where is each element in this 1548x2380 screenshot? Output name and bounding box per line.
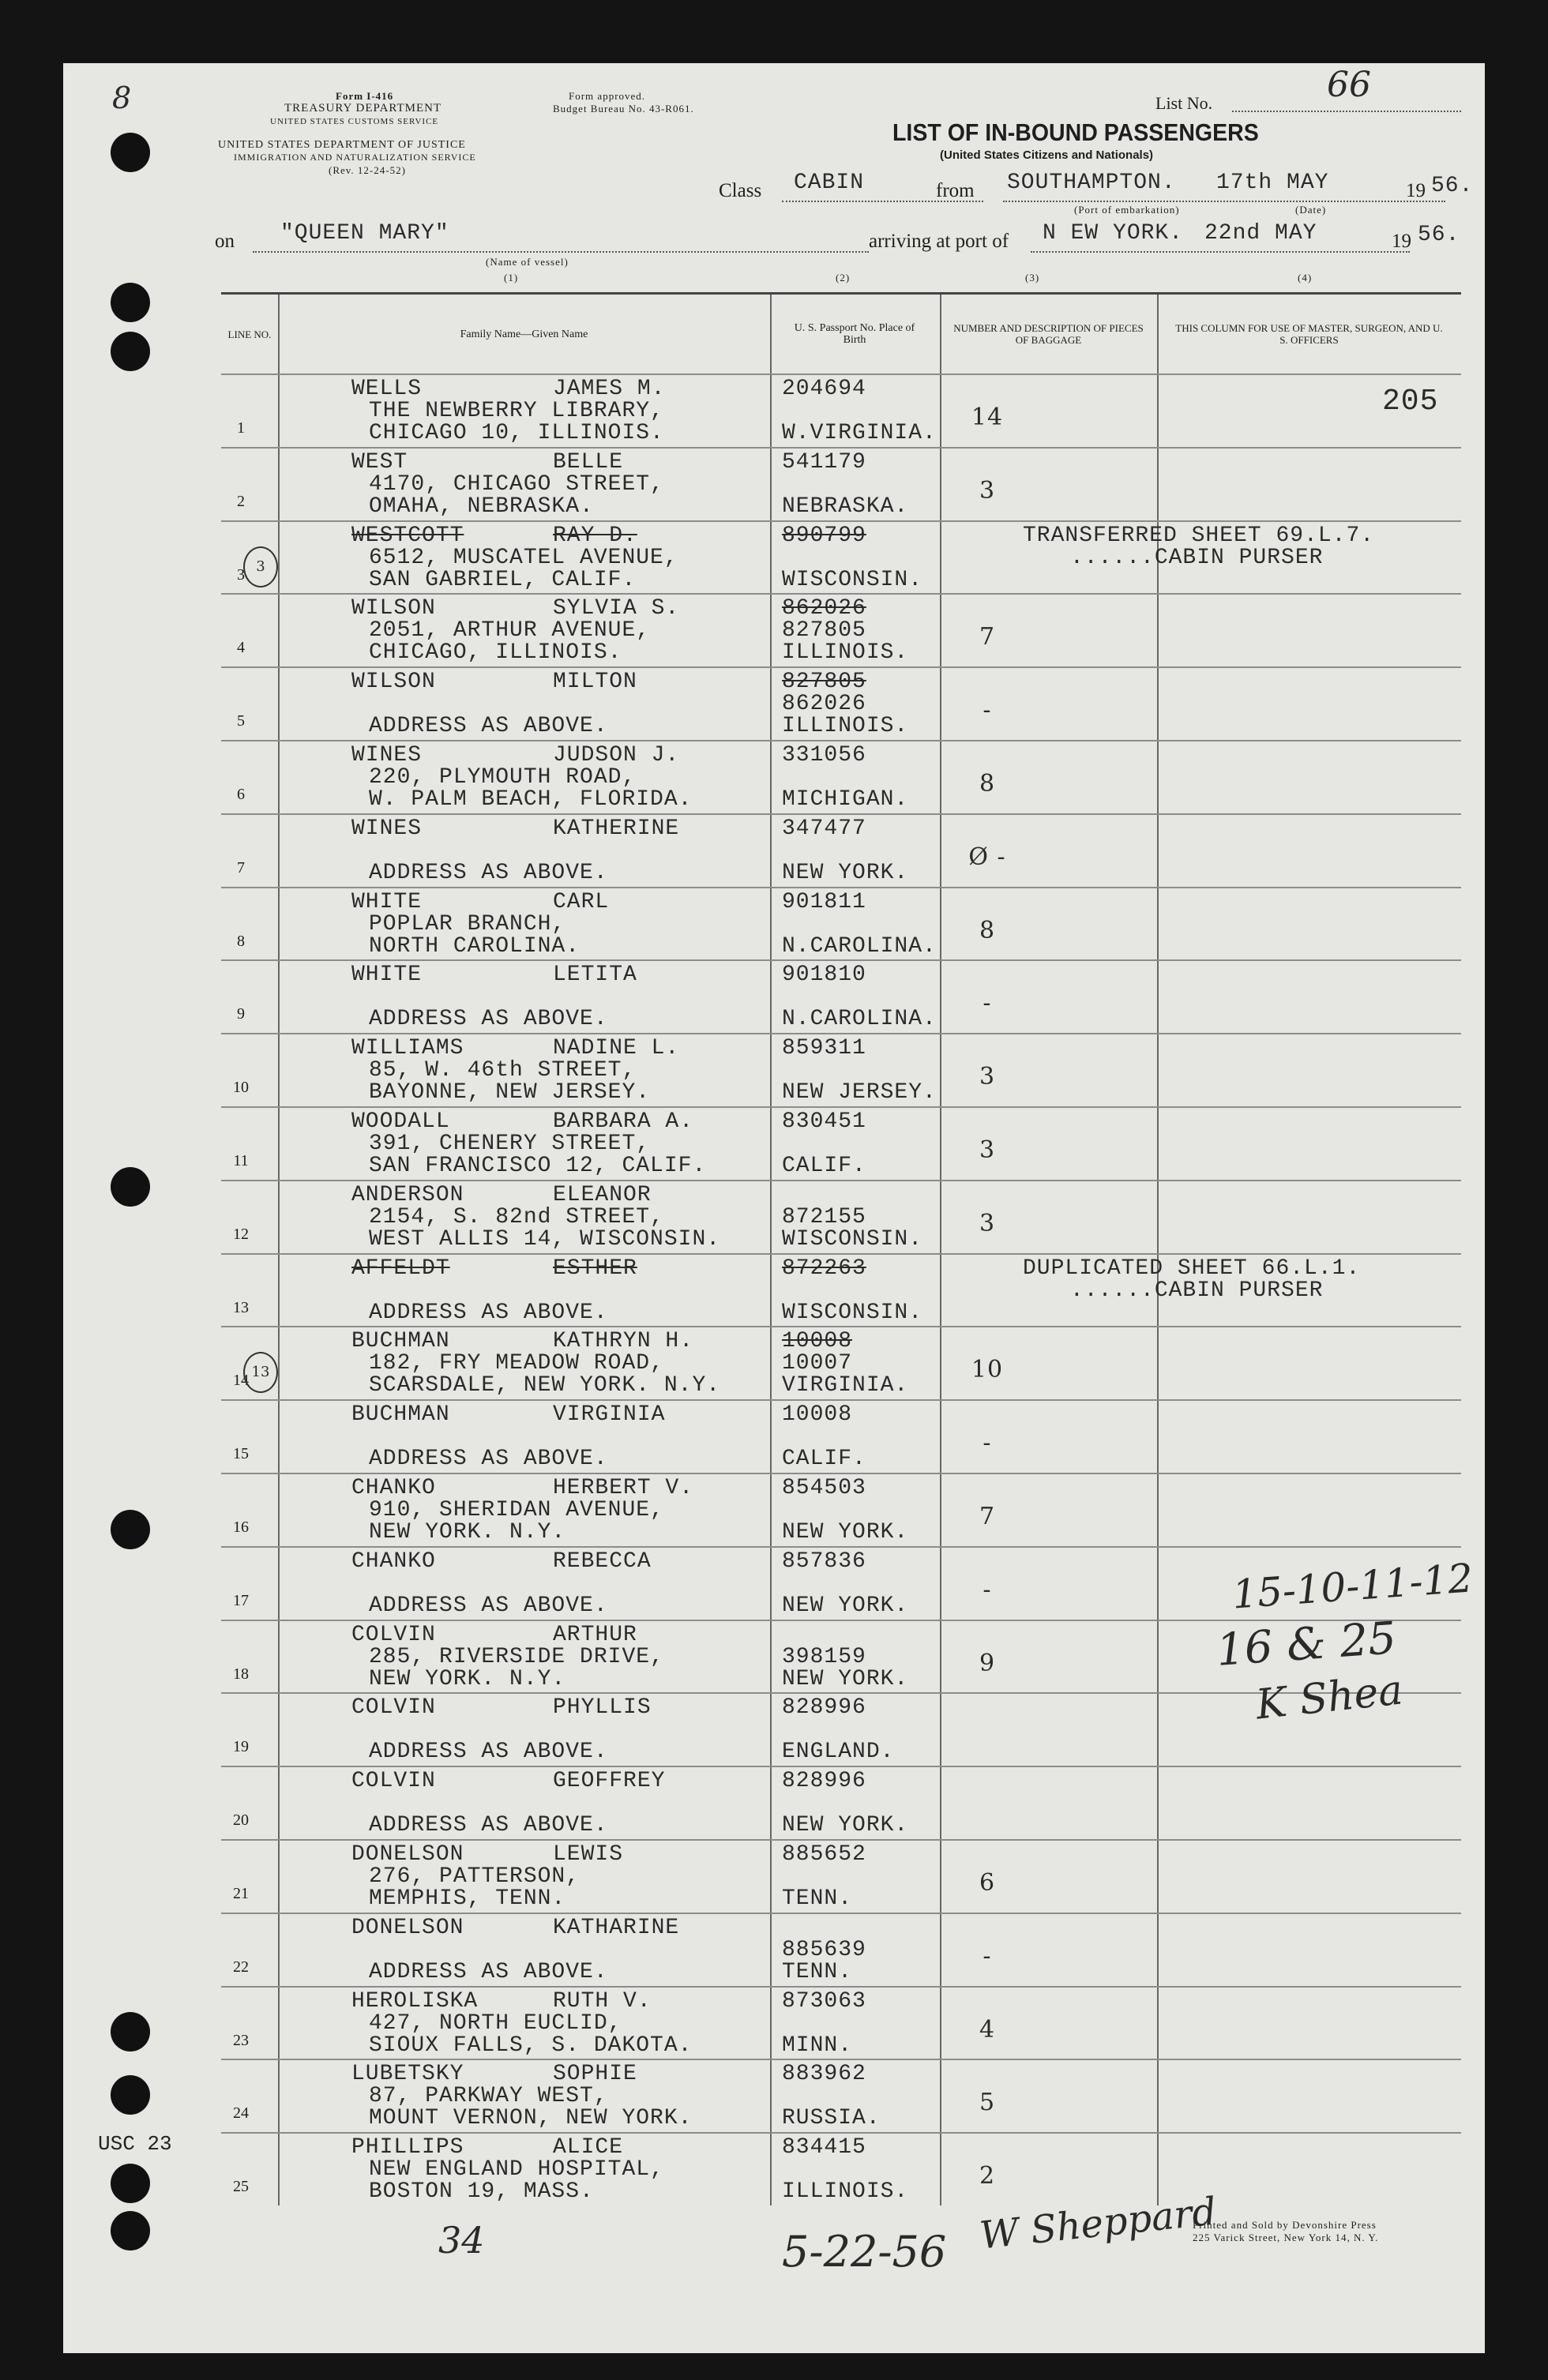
colnum-3: (3) bbox=[1025, 272, 1040, 283]
corner-mark: 8 bbox=[112, 81, 132, 115]
address-line-1: POPLAR BRANCH, bbox=[369, 911, 566, 937]
manifest-sheet bbox=[63, 63, 1485, 2353]
line-number: 12 bbox=[233, 1225, 249, 1243]
address-line-1: 276, PATTERSON, bbox=[369, 1864, 580, 1889]
side-stamp: USC 23 bbox=[98, 2132, 172, 2156]
arrival-port: N EW YORK. bbox=[1043, 221, 1184, 246]
list-no-value: 66 bbox=[1327, 65, 1371, 105]
table-row bbox=[221, 2059, 1461, 2133]
vessel-line bbox=[253, 251, 869, 253]
baggage-count: 3 bbox=[979, 1136, 996, 1164]
family-name: WHITE bbox=[351, 889, 423, 914]
family-name: PHILLIPS bbox=[351, 2135, 464, 2160]
address-line-1: 220, PLYMOUTH ROAD, bbox=[369, 765, 637, 790]
justice-dept: UNITED STATES DEPARTMENT OF JUSTICE bbox=[218, 139, 466, 151]
given-name: RAY D. bbox=[553, 523, 637, 548]
address-line-2: ADDRESS AS ABOVE. bbox=[369, 1959, 608, 1984]
address-line-2: MOUNT VERNON, NEW YORK. bbox=[369, 2106, 693, 2131]
passport-number: 10008 bbox=[782, 1402, 853, 1428]
binder-hole bbox=[111, 2075, 150, 2115]
line-number: 24 bbox=[233, 2104, 249, 2123]
given-name: ESTHER bbox=[553, 1256, 637, 1281]
port-caption: (Port of embarkation) bbox=[1074, 204, 1180, 216]
address-line-2: SAN GABRIEL, CALIF. bbox=[369, 567, 637, 592]
page-title: LIST OF IN-BOUND PASSENGERS bbox=[892, 118, 1259, 146]
address-line-1: 4170, CHICAGO STREET, bbox=[369, 471, 664, 497]
passenger-count: 34 bbox=[438, 2219, 485, 2262]
address-line-1: 6512, MUSCATEL AVENUE, bbox=[369, 545, 678, 570]
family-name: WHITE bbox=[351, 963, 423, 988]
given-name: GEOFFREY bbox=[553, 1769, 666, 1794]
table-body bbox=[221, 374, 1461, 2205]
family-name: HEROLISKA bbox=[351, 1988, 479, 2014]
family-name: BUCHMAN bbox=[351, 1402, 450, 1428]
address-line-1: 2051, ARTHUR AVENUE, bbox=[369, 618, 651, 644]
bottom-date: 5-22-56 bbox=[782, 2227, 947, 2277]
address-line-2: OMAHA, NEBRASKA. bbox=[369, 494, 594, 519]
baggage-count: 5 bbox=[979, 2089, 996, 2117]
given-name: KATHARINE bbox=[553, 1915, 680, 1940]
passport-number: 859311 bbox=[782, 1036, 866, 1061]
year-value: 56. bbox=[1431, 174, 1474, 198]
passport-number: 873063 bbox=[782, 1988, 866, 2014]
line-number: 19 bbox=[233, 1738, 249, 1756]
baggage-count: 7 bbox=[979, 623, 996, 651]
baggage-count: 3 bbox=[979, 1209, 996, 1237]
address-line-1: THE NEWBERRY LIBRARY, bbox=[369, 399, 664, 423]
given-name: ALICE bbox=[553, 2135, 624, 2160]
given-name: KATHRYN H. bbox=[553, 1329, 694, 1354]
line-number: 23 bbox=[233, 2031, 249, 2049]
revision: (Rev. 12-24-52) bbox=[329, 164, 406, 176]
line-number: 10 bbox=[233, 1079, 249, 1097]
table-row bbox=[221, 959, 1461, 1034]
form-number: Form I-416 bbox=[336, 90, 394, 102]
arriving-label: arriving at port of bbox=[869, 231, 1009, 252]
arrival-line bbox=[1031, 251, 1410, 253]
line-number: 8 bbox=[237, 932, 245, 950]
address-line-2: CHICAGO 10, ILLINOIS. bbox=[369, 421, 664, 445]
col-header-line-no: LINE NO. bbox=[227, 328, 272, 340]
passport-number-corrected: 827805 bbox=[782, 618, 866, 644]
binder-hole bbox=[111, 1167, 150, 1207]
family-name: WEST bbox=[351, 449, 408, 475]
baggage-count: 2 bbox=[979, 2162, 996, 2190]
table-row bbox=[221, 2132, 1461, 2206]
address-line-2: NORTH CAROLINA. bbox=[369, 933, 580, 959]
address-line-2: WEST ALLIS 14, WISCONSIN. bbox=[369, 1226, 721, 1252]
family-name: CHANKO bbox=[351, 1476, 436, 1500]
passport-number: 885652 bbox=[782, 1842, 866, 1867]
passport-number: 828996 bbox=[782, 1769, 866, 1794]
tally-annotation: 15-10-11-12 bbox=[1231, 1555, 1475, 1618]
passport-number: 347477 bbox=[782, 816, 866, 841]
passport-number: 890799 bbox=[782, 523, 866, 548]
address-line-1: 182, FRY MEADOW ROAD, bbox=[369, 1351, 664, 1376]
col-header-officers: THIS COLUMN FOR USE OF MASTER, SURGEON, AND U. S. OFFICERS bbox=[1175, 322, 1443, 346]
place-of-birth: TENN. bbox=[782, 1886, 853, 1911]
place-of-birth: NEBRASKA. bbox=[782, 494, 909, 519]
table-row bbox=[221, 593, 1461, 667]
line-number: 22 bbox=[233, 1958, 249, 1976]
passport-number: 901811 bbox=[782, 889, 866, 914]
place-of-birth: W.VIRGINIA. bbox=[782, 421, 937, 445]
address-line-2: BAYONNE, NEW JERSEY. bbox=[369, 1080, 651, 1106]
from-label: from bbox=[936, 180, 975, 201]
table-row bbox=[221, 1180, 1461, 1254]
baggage-count: 3 bbox=[979, 476, 996, 505]
address-line-2: SIOUX FALLS, S. DAKOTA. bbox=[369, 2033, 693, 2058]
table-row bbox=[221, 1473, 1461, 1547]
line-number: 9 bbox=[237, 1005, 245, 1023]
given-name: BARBARA A. bbox=[553, 1109, 694, 1134]
address-line-1: 285, RIVERSIDE DRIVE, bbox=[369, 1644, 664, 1669]
family-name: WILLIAMS bbox=[351, 1036, 464, 1061]
family-name: AFFELDT bbox=[351, 1256, 450, 1281]
place-of-birth: ILLINOIS. bbox=[782, 640, 909, 666]
arrival-year-prefix: 19 bbox=[1392, 231, 1411, 252]
baggage-count: - bbox=[983, 696, 992, 725]
family-name: ANDERSON bbox=[351, 1182, 464, 1207]
given-name: MILTON bbox=[553, 670, 637, 695]
line-number: 5 bbox=[237, 712, 245, 730]
printer-line-1: Printed and Sold by Devonshire Press bbox=[1193, 2219, 1377, 2231]
baggage-count: 8 bbox=[979, 916, 996, 944]
customs-service: UNITED STATES CUSTOMS SERVICE bbox=[270, 117, 439, 126]
passport-number: 10008 bbox=[782, 1329, 853, 1354]
officer-remark: DUPLICATED SHEET 66.L.1. bbox=[1023, 1256, 1361, 1281]
table-row bbox=[221, 1399, 1461, 1473]
officer-remark: 205 bbox=[1382, 385, 1439, 419]
passport-number: 827805 bbox=[782, 670, 866, 695]
place-of-birth: ILLINOIS. bbox=[782, 2179, 909, 2205]
address-line-2: NEW YORK. N.Y. bbox=[369, 1666, 566, 1691]
family-name: CHANKO bbox=[351, 1549, 436, 1574]
table-row bbox=[221, 1253, 1461, 1327]
place-of-birth: RUSSIA. bbox=[782, 2106, 881, 2131]
given-name: ELEANOR bbox=[553, 1182, 652, 1207]
given-name: PHYLLIS bbox=[553, 1695, 652, 1721]
bottom-signature: W Sheppard bbox=[977, 2189, 1219, 2258]
address-line-2: ADDRESS AS ABOVE. bbox=[369, 1447, 608, 1472]
approval-line-2: Budget Bureau No. 43-R061. bbox=[553, 103, 694, 114]
list-no-line bbox=[1232, 111, 1461, 112]
baggage-count: 6 bbox=[979, 1869, 996, 1897]
address-line-2: SCARSDALE, NEW YORK. N.Y. bbox=[369, 1373, 721, 1398]
passport-number: 857836 bbox=[782, 1549, 866, 1574]
from-line bbox=[1003, 201, 1445, 202]
family-name: WILSON bbox=[351, 670, 436, 695]
place-of-birth: CALIF. bbox=[782, 1447, 866, 1472]
place-of-birth: ENGLAND. bbox=[782, 1740, 895, 1765]
table-row bbox=[221, 1986, 1461, 2060]
passport-number-corrected: 885639 bbox=[782, 1937, 866, 1962]
address-line-2: ADDRESS AS ABOVE. bbox=[369, 1813, 608, 1838]
col-header-baggage: NUMBER AND DESCRIPTION OF PIECES OF BAGGAGE bbox=[953, 322, 1144, 346]
given-name: ARTHUR bbox=[553, 1622, 637, 1647]
binder-hole bbox=[111, 2164, 150, 2203]
baggage-count: Ø - bbox=[968, 843, 1006, 871]
department: TREASURY DEPARTMENT bbox=[284, 102, 442, 114]
family-name: WESTCOTT bbox=[351, 523, 464, 548]
baggage-count: - bbox=[983, 1429, 992, 1458]
family-name: COLVIN bbox=[351, 1695, 436, 1721]
passport-number: 872263 bbox=[782, 1256, 866, 1281]
family-name: WINES bbox=[351, 816, 423, 841]
place-of-birth: WISCONSIN. bbox=[782, 1300, 923, 1325]
line-number: 18 bbox=[233, 1665, 249, 1683]
address-line-2: ADDRESS AS ABOVE. bbox=[369, 1007, 608, 1032]
line-number: 2 bbox=[237, 492, 245, 510]
row13-circle: 13 bbox=[243, 1352, 278, 1393]
given-name: JUDSON J. bbox=[553, 743, 680, 768]
baggage-count: 14 bbox=[971, 404, 1004, 431]
passport-number: 854503 bbox=[782, 1476, 866, 1500]
binder-hole bbox=[111, 1510, 150, 1549]
ins-service: IMMIGRATION AND NATURALIZATION SERVICE bbox=[234, 152, 476, 163]
address-line-2: MEMPHIS, TENN. bbox=[369, 1886, 566, 1911]
baggage-count: - bbox=[983, 1942, 992, 1970]
line-number: 16 bbox=[233, 1518, 249, 1536]
place-of-birth: NEW YORK. bbox=[782, 1666, 909, 1691]
address-line-1: 391, CHENERY STREET, bbox=[369, 1132, 651, 1156]
on-label: on bbox=[215, 231, 235, 252]
binder-hole bbox=[111, 332, 150, 371]
baggage-count: 10 bbox=[971, 1356, 1004, 1384]
table-row bbox=[221, 740, 1461, 814]
place-of-birth: N.CAROLINA. bbox=[782, 933, 937, 959]
family-name: COLVIN bbox=[351, 1769, 436, 1794]
address-line-1: 87, PARKWAY WEST, bbox=[369, 2084, 608, 2109]
table-row bbox=[221, 374, 1461, 448]
address-line-2: BOSTON 19, MASS. bbox=[369, 2179, 594, 2205]
given-name: LEWIS bbox=[553, 1842, 624, 1867]
baggage-count: - bbox=[983, 989, 992, 1018]
col-header-name: Family Name—Given Name bbox=[460, 328, 588, 340]
place-of-birth: NEW YORK. bbox=[782, 1593, 909, 1618]
given-name: RUTH V. bbox=[553, 1988, 652, 2014]
table-row bbox=[221, 1033, 1461, 1107]
passport-number-corrected: 10007 bbox=[782, 1351, 853, 1376]
line-number: 3 bbox=[237, 565, 245, 584]
given-name: JAMES M. bbox=[553, 377, 666, 401]
place-of-birth: VIRGINIA. bbox=[782, 1373, 909, 1398]
arrival-date: 22nd MAY bbox=[1204, 221, 1317, 246]
place-of-birth: NEW YORK. bbox=[782, 860, 909, 885]
table-row bbox=[221, 1913, 1461, 1987]
line-number: 6 bbox=[237, 786, 245, 803]
binder-hole bbox=[111, 2211, 150, 2250]
approval-line-1: Form approved. bbox=[569, 90, 646, 102]
passport-number: 204694 bbox=[782, 377, 866, 401]
passport-number: 828996 bbox=[782, 1695, 866, 1721]
baggage-count: 4 bbox=[979, 2015, 996, 2044]
table-row bbox=[221, 887, 1461, 961]
place-of-birth: MINN. bbox=[782, 2033, 853, 2058]
address-line-1: 2154, S. 82nd STREET, bbox=[369, 1204, 664, 1229]
table-row bbox=[221, 1766, 1461, 1840]
given-name: KATHERINE bbox=[553, 816, 680, 841]
passport-number: 901810 bbox=[782, 963, 866, 988]
printer-line-2: 225 Varick Street, New York 14, N. Y. bbox=[1193, 2232, 1379, 2243]
address-line-2: ADDRESS AS ABOVE. bbox=[369, 714, 608, 739]
table-row bbox=[221, 1106, 1461, 1181]
colnum-2: (2) bbox=[836, 272, 851, 283]
line-number: 15 bbox=[233, 1445, 249, 1463]
address-line-2: W. PALM BEACH, FLORIDA. bbox=[369, 787, 693, 812]
arrival-year: 56. bbox=[1418, 223, 1460, 247]
page-subtitle: (United States Citizens and Nationals) bbox=[940, 148, 1154, 162]
baggage-count: 3 bbox=[979, 1063, 996, 1091]
colnum-4: (4) bbox=[1298, 272, 1313, 283]
given-name: HERBERT V. bbox=[553, 1476, 694, 1500]
place-of-birth: ILLINOIS. bbox=[782, 714, 909, 739]
officer-signature: K Shea bbox=[1253, 1666, 1405, 1729]
passport-number-corrected: 862026 bbox=[782, 692, 866, 717]
line-number: 11 bbox=[233, 1152, 249, 1169]
place-of-birth: CALIF. bbox=[782, 1154, 866, 1178]
class-value: CABIN bbox=[794, 171, 865, 195]
line-number: 14 bbox=[233, 1372, 249, 1390]
col-header-passport: U. S. Passport No. Place of Birth bbox=[794, 322, 915, 346]
officer-remark: TRANSFERRED SHEET 69.L.7. bbox=[1023, 523, 1375, 548]
baggage-count: 9 bbox=[979, 1649, 996, 1677]
table-row bbox=[221, 1839, 1461, 1913]
embarkation-date: 17th MAY bbox=[1216, 171, 1329, 195]
vessel-name: "QUEEN MARY" bbox=[280, 221, 449, 246]
class-label: Class bbox=[719, 180, 762, 201]
line-number: 20 bbox=[233, 1811, 249, 1830]
tally-annotation-2: 16 & 25 bbox=[1215, 1612, 1398, 1676]
line-number: 1 bbox=[237, 419, 245, 437]
address-line-2: ADDRESS AS ABOVE. bbox=[369, 860, 608, 885]
officer-remark-2: ......CABIN PURSER bbox=[1070, 1278, 1324, 1303]
given-name: BELLE bbox=[553, 449, 624, 475]
family-name: WILSON bbox=[351, 596, 436, 621]
family-name: DONELSON bbox=[351, 1842, 464, 1867]
family-name: BUCHMAN bbox=[351, 1329, 450, 1354]
baggage-count: - bbox=[983, 1575, 992, 1604]
line-number: 21 bbox=[233, 1885, 249, 1902]
table-row bbox=[221, 447, 1461, 521]
line-number: 13 bbox=[233, 1298, 249, 1316]
row3-circle: 3 bbox=[243, 546, 278, 587]
passport-number: 834415 bbox=[782, 2135, 866, 2160]
baggage-count: 7 bbox=[979, 1503, 996, 1530]
baggage-count: 8 bbox=[979, 770, 996, 798]
family-name: WELLS bbox=[351, 377, 423, 401]
address-line-2: CHICAGO, ILLINOIS. bbox=[369, 640, 622, 666]
passport-number: 541179 bbox=[782, 449, 866, 475]
table-row bbox=[221, 520, 1461, 595]
passport-number-corrected: 872155 bbox=[782, 1204, 866, 1229]
list-no-label: List No. bbox=[1155, 93, 1213, 113]
binder-hole bbox=[111, 283, 150, 322]
given-name: NADINE L. bbox=[553, 1036, 680, 1061]
place-of-birth: TENN. bbox=[782, 1959, 853, 1984]
address-line-1: 85, W. 46th STREET, bbox=[369, 1058, 637, 1083]
place-of-birth: WISCONSIN. bbox=[782, 567, 923, 592]
family-name: DONELSON bbox=[351, 1915, 464, 1940]
family-name: COLVIN bbox=[351, 1622, 436, 1647]
place-of-birth: MICHIGAN. bbox=[782, 787, 909, 812]
year-prefix: 19 bbox=[1406, 180, 1426, 201]
table-row bbox=[221, 1326, 1461, 1400]
family-name: LUBETSKY bbox=[351, 2062, 464, 2087]
place-of-birth: N.CAROLINA. bbox=[782, 1007, 937, 1032]
address-line-2: ADDRESS AS ABOVE. bbox=[369, 1300, 608, 1325]
given-name: SOPHIE bbox=[553, 2062, 637, 2087]
address-line-2: NEW YORK. N.Y. bbox=[369, 1520, 566, 1545]
given-name: LETITA bbox=[553, 963, 637, 988]
line-number: 7 bbox=[237, 858, 245, 877]
table-row bbox=[221, 813, 1461, 888]
passport-number: 331056 bbox=[782, 743, 866, 768]
address-line-2: ADDRESS AS ABOVE. bbox=[369, 1740, 608, 1765]
address-line-1: 910, SHERIDAN AVENUE, bbox=[369, 1498, 664, 1522]
given-name: VIRGINIA bbox=[553, 1402, 666, 1428]
date-caption: (Date) bbox=[1295, 204, 1327, 216]
place-of-birth: NEW YORK. bbox=[782, 1520, 909, 1545]
given-name: REBECCA bbox=[553, 1549, 652, 1574]
address-line-1: NEW ENGLAND HOSPITAL, bbox=[369, 2157, 664, 2183]
passport-number: 830451 bbox=[782, 1109, 866, 1134]
embarkation-port: SOUTHAMPTON. bbox=[1007, 171, 1176, 195]
family-name: WINES bbox=[351, 743, 423, 768]
officer-remark-2: ......CABIN PURSER bbox=[1070, 545, 1324, 570]
table-row bbox=[221, 666, 1461, 741]
passport-number-corrected: 398159 bbox=[782, 1644, 866, 1669]
passport-number: 883962 bbox=[782, 2062, 866, 2087]
family-name: WOODALL bbox=[351, 1109, 450, 1134]
place-of-birth: NEW JERSEY. bbox=[782, 1080, 937, 1106]
address-line-2: SAN FRANCISCO 12, CALIF. bbox=[369, 1154, 707, 1178]
passenger-table bbox=[221, 292, 1461, 2205]
address-line-2: ADDRESS AS ABOVE. bbox=[369, 1593, 608, 1618]
passport-number: 862026 bbox=[782, 596, 866, 621]
vessel-caption: (Name of vessel) bbox=[486, 256, 569, 268]
colnum-1: (1) bbox=[504, 272, 519, 283]
line-number: 17 bbox=[233, 1591, 249, 1609]
binder-hole bbox=[111, 133, 150, 172]
place-of-birth: NEW YORK. bbox=[782, 1813, 909, 1838]
line-number: 25 bbox=[233, 2178, 249, 2196]
line-number: 4 bbox=[237, 639, 245, 657]
given-name: SYLVIA S. bbox=[553, 596, 680, 621]
address-line-1: 427, NORTH EUCLID, bbox=[369, 2010, 622, 2036]
binder-hole bbox=[111, 2012, 150, 2052]
given-name: CARL bbox=[553, 889, 610, 914]
place-of-birth: WISCONSIN. bbox=[782, 1226, 923, 1252]
